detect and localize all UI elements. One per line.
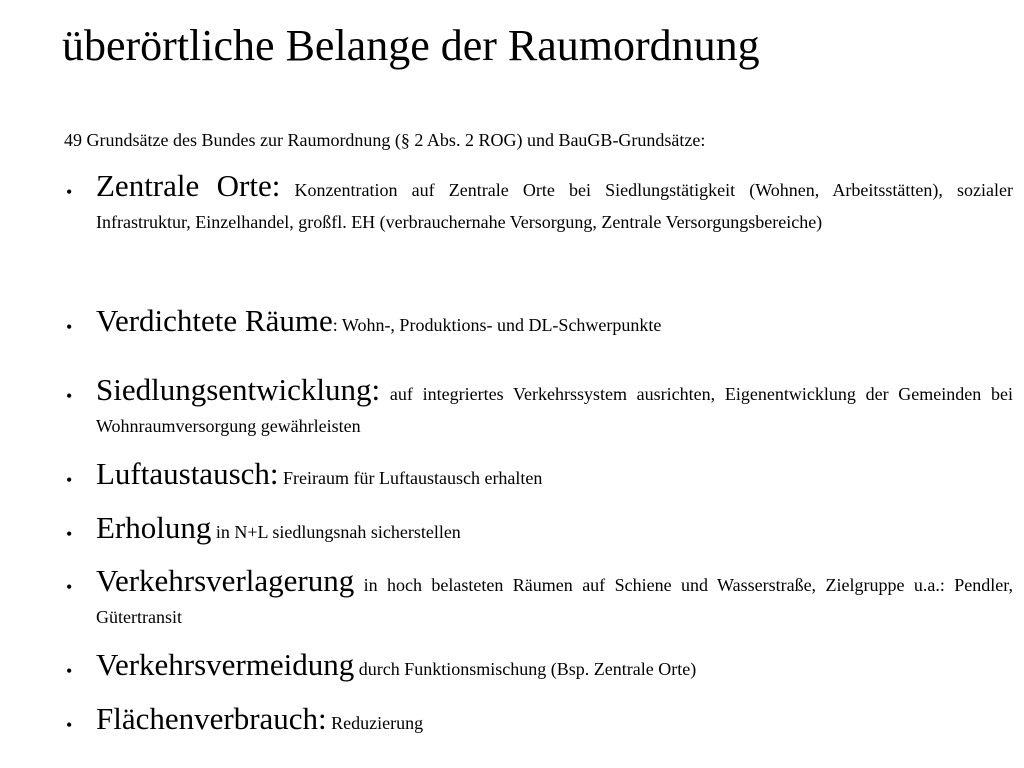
bullet-point: • [66,317,73,337]
bullet-item-verkehrsvermeidung [66,647,1013,685]
bullet-text [96,304,1013,341]
bullet-text [96,702,1013,739]
bullet-term: Verkehrsverlagerung [96,563,355,598]
bullet-item-verdichtete-raeume [66,303,1013,341]
bullet-point: • [66,577,73,597]
bullet-description: : Wohn-, Produktions- und DL-Schwerpunkte [332,315,662,335]
bullet-item-zentrale-orte [66,168,1013,238]
bullet-item-siedlungsentwicklung [66,372,1013,442]
bullet-item-erholung [66,510,1013,548]
bullet-text [96,564,1013,633]
bullet-text [96,648,1013,685]
bullet-term: Zentrale Orte: [96,168,281,203]
bullet-description: Reduzierung [326,713,424,733]
bullet-point: • [66,470,73,490]
bullet-item-luftaustausch [66,456,1013,494]
bullet-term: Erholung [96,510,212,545]
bullet-description: auf integriertes Verkehrssystem ausrichten, Eigenentwicklung der Gemeinden bei Wohnraumversorgung gewährleisten [96,384,1013,436]
bullet-description: in N+L siedlungsnah sicherstellen [211,522,461,542]
bullet-item-verkehrsverlagerung [66,563,1013,633]
bullet-text [96,457,1013,494]
bullet-description: durch Funktionsmischung (Bsp. Zentrale Orte) [354,659,697,679]
bullet-term: Flächenverbrauch: [96,701,327,736]
bullet-term: Luftaustausch: [96,456,279,491]
bullet-term: Siedlungsentwicklung: [96,372,381,407]
bullet-term: Verkehrsvermeidung [96,647,355,682]
slide-title: überörtliche Belange der Raumordnung [62,21,760,70]
bullet-text [96,511,1013,548]
bullet-point: • [66,386,73,406]
bullet-description: Freiraum für Luftaustausch erhalten [278,468,543,488]
bullet-description: in hoch belasteten Räumen auf Schiene und Wasserstraße, Zielgruppe u.a.: Pendler, Gütertransit [96,575,1013,627]
bullet-text [96,169,1013,238]
bullet-point: • [66,715,73,735]
bullet-point: • [66,182,73,202]
bullet-item-flaechenverbrauch [66,701,1013,739]
bullet-term: Verdichtete Räume [96,303,333,338]
bullet-description: Konzentration auf Zentrale Orte bei Siedlungstätigkeit (Wohnen, Arbeitsstätten), sozialer Infrastruktur, Einzelhandel, großfl. EH (verbrauchernahe Versorgung, Zentrale Versorgungsbereiche) [96,180,1013,232]
bullet-point: • [66,524,73,544]
bullet-text [96,373,1013,442]
bullet-point: • [66,661,73,681]
slide-subtitle: 49 Grundsätze des Bundes zur Raumordnung (§ 2 Abs. 2 ROG) und BauGB-Grundsätze: [64,130,706,150]
